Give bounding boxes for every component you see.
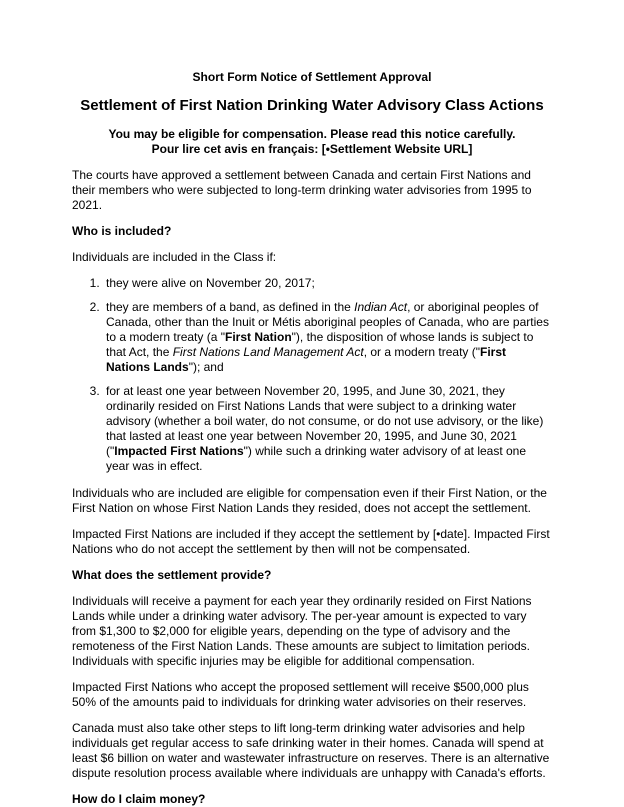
document-title: Settlement of First Nation Drinking Water Advisory Class Actions — [80, 97, 544, 114]
notice-type-heading: Short Form Notice of Settlement Approval — [192, 70, 432, 84]
eligibility-notice — [72, 127, 552, 157]
text-segment: they were alive on November 20, 2017; — [106, 276, 315, 290]
heading-who-is-included: Who is included? — [72, 224, 172, 238]
text-segment: ") while such a drinking water advisory of at least one year was in effect. — [106, 444, 527, 473]
text-segment: , or a modern treaty (" — [363, 345, 481, 359]
term-first-nations-land-management-act: First Nations Land Management Act — [172, 345, 364, 359]
text-segment: they are members of a band, as defined in the — [106, 300, 355, 314]
term-indian-act: Indian Act — [354, 300, 408, 314]
text-segment: "), the disposition of whose lands is subject to that Act, the — [106, 330, 534, 359]
criterion-1 — [103, 276, 552, 291]
eligibility-line: You may be eligible for compensation. Please read this notice carefully. — [108, 127, 516, 141]
paragraph-individual-payments: Individuals will receive a payment for each year they ordinarily resided on First Nations Lands while under a drinking water advisory. The per-year amount is expected to vary from $1,300 to $2,000 for eligible years, depending on the type of advisory and the remoteness of the First Nation Lands. These amounts are subject to limitation periods. Individuals with specific injuries may be eligible for additional compensation. — [72, 594, 532, 668]
class-criteria-list — [72, 276, 552, 474]
text-segment: for at least one year between November 20, 1995, and June 30, 2021, they ordinarily resided on First Nations Lands that were subject to a drinking water advisory (whether a boil water, do not consume, or do not use advisory, or the like) that lasted at least one year between November 20, 1995, and June 30, 2021 (" — [106, 384, 544, 458]
heading-what-does-settlement-provide: What does the settlement provide? — [72, 568, 272, 582]
paragraph-first-nations-payment: Impacted First Nations who accept the proposed settlement will receive $500,000 plus 50% of the amounts paid to individuals for drinking water advisories on their reserves. — [72, 680, 529, 709]
term-first-nation: First Nation — [224, 330, 292, 344]
paragraph-canada-obligations: Canada must also take other steps to lift long-term drinking water advisories and help individuals get regular access to safe drinking water in their homes. Canada will spend at least $6 billion on water and wastewater infrastructure on reserves. There is an alternative dispute resolution process available where individuals are unhappy with Canada's efforts. — [72, 721, 550, 780]
class-criteria-lead: Individuals are included in the Class if: — [72, 250, 277, 264]
intro-paragraph: The courts have approved a settlement between Canada and certain First Nations and their members who were subjected to long-term drinking water advisories from 1995 to 2021. — [72, 168, 532, 212]
french-notice-line: Pour lire cet avis en français: [•Settlement Website URL] — [151, 142, 473, 156]
term-impacted-first-nations: Impacted First Nations — [114, 444, 244, 458]
criterion-3 — [103, 384, 552, 474]
paragraph-impacted-deadline: Impacted First Nations are included if they accept the settlement by [•date]. Impacted First Nations who do not accept the settlement by then will not be compensated. — [72, 527, 550, 556]
heading-how-do-i-claim-money: How do I claim money? — [72, 792, 206, 806]
criterion-2 — [103, 300, 552, 375]
paragraph-individual-eligibility: Individuals who are included are eligible for compensation even if their First Nation, or the First Nation on whose First Nation Lands they resided, does not accept the settlement. — [72, 486, 547, 515]
text-segment: , or aboriginal peoples of Canada, other than the Inuit or Métis aboriginal peoples of Canada, who are parties to a modern treaty (a " — [106, 300, 549, 344]
text-segment: "); and — [188, 360, 224, 374]
term-first-nations-lands: First Nations Lands — [106, 345, 507, 374]
